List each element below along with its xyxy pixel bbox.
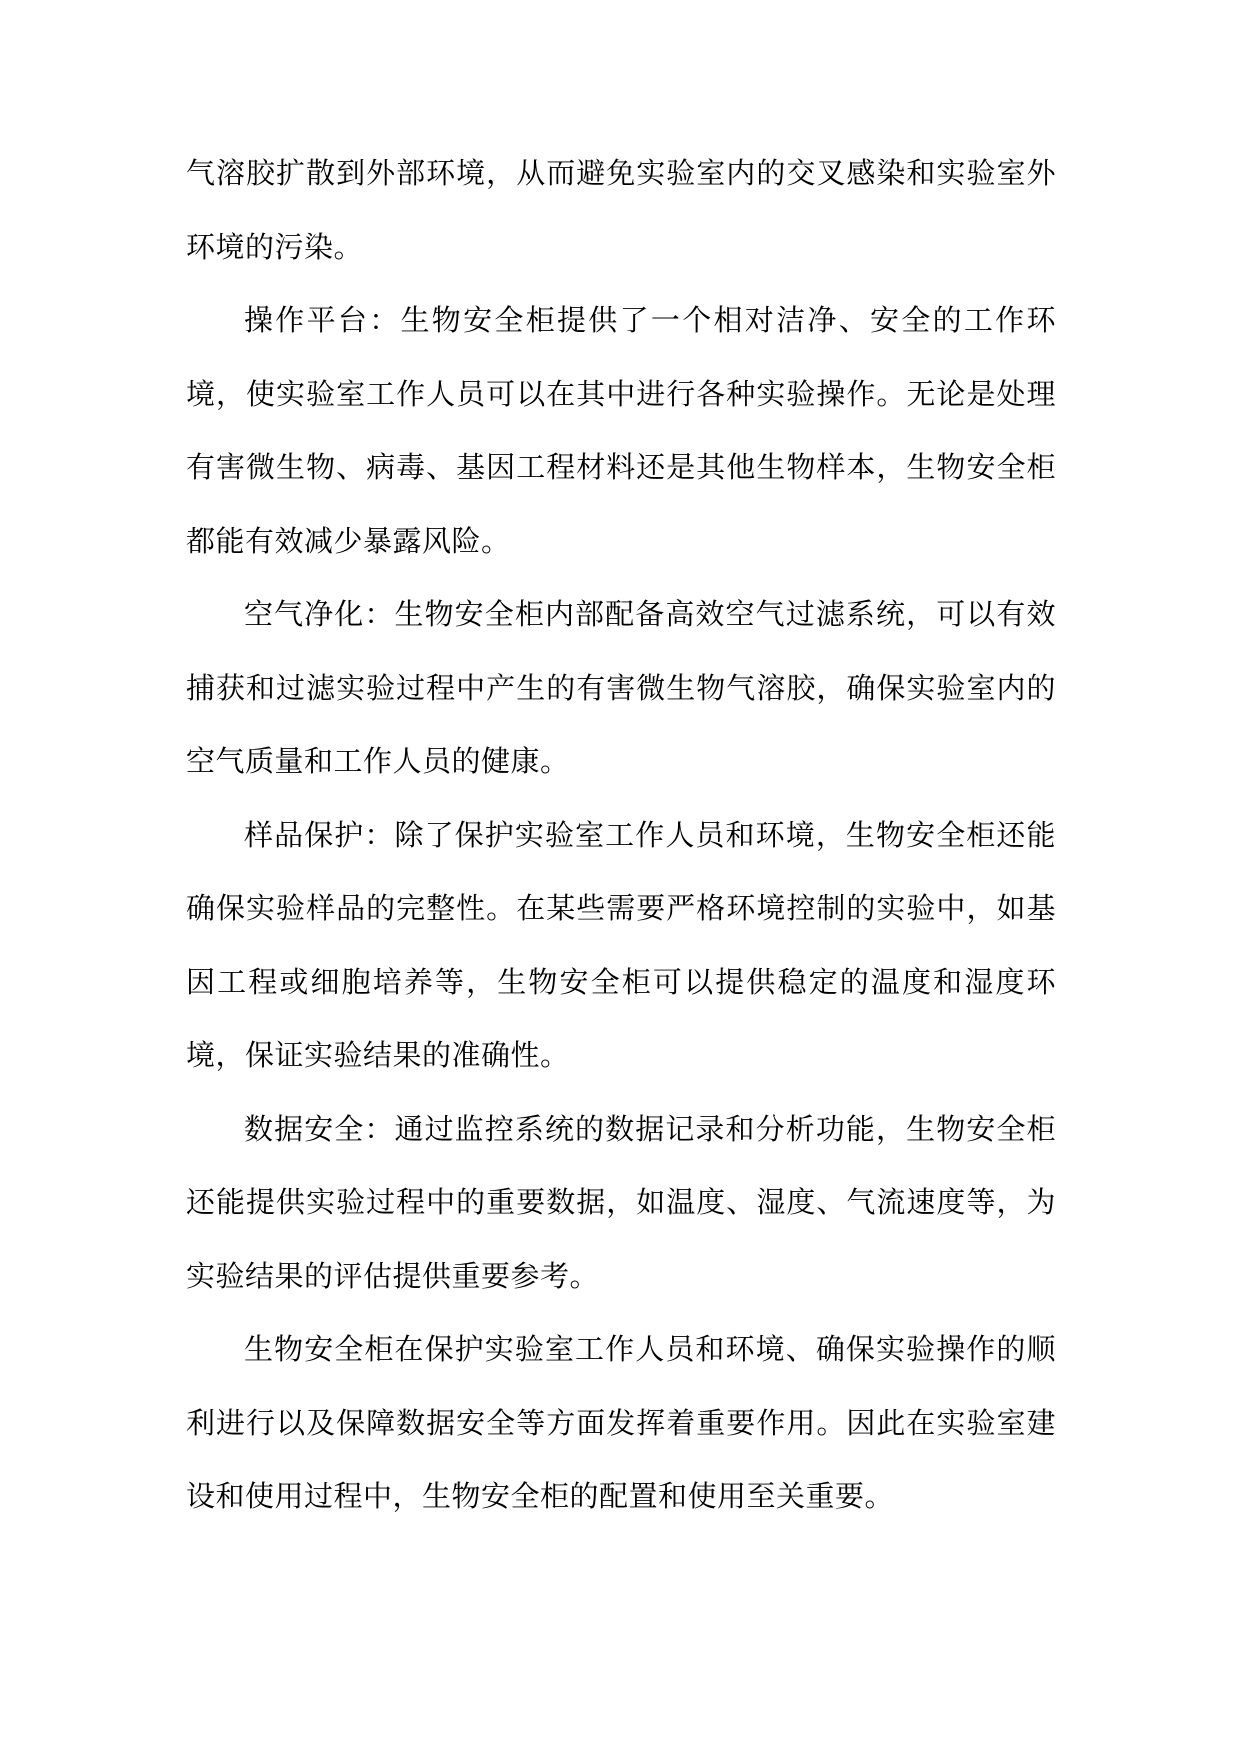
paragraph-air-purification: 空气净化：生物安全柜内部配备高效空气过滤系统，可以有效捕获和过滤实验过程中产生的有害微生物气溶胶，确保实验室内的空气质量和工作人员的健康。 (186, 597, 1056, 778)
paragraph-conclusion: 生物安全柜在保护实验室工作人员和环境、确保实验操作的顺利进行以及保障数据安全等方面发挥着重要作用。因此在实验室建设和使用过程中，生物安全柜的配置和使用至关重要。 (186, 1332, 1056, 1513)
paragraph-sample-protection: 样品保护：除了保护实验室工作人员和环境，生物安全柜还能确保实验样品的完整性。在某些需要严格环境控制的实验中，如基因工程或细胞培养等，生物安全柜可以提供稳定的温度和湿度环境，保证实验结果的准确性。 (186, 817, 1056, 1072)
paragraph-data-security: 数据安全：通过监控系统的数据记录和分析功能，生物安全柜还能提供实验过程中的重要数据，如温度、湿度、气流速度等，为实验结果的评估提供重要参考。 (186, 1111, 1056, 1293)
paragraph-operation-platform: 操作平台：生物安全柜提供了一个相对洁净、安全的工作环境，使实验室工作人员可以在其中进行各种实验操作。无论是处理有害微生物、病毒、基因工程材料还是其他生物样本，生物安全柜都能有效减少暴露风险。 (186, 303, 1056, 558)
document-body (186, 137, 1056, 1534)
paragraph-continuation: 气溶胶扩散到外部环境，从而避免实验室内的交叉感染和实验室外环境的污染。 (186, 156, 1056, 264)
